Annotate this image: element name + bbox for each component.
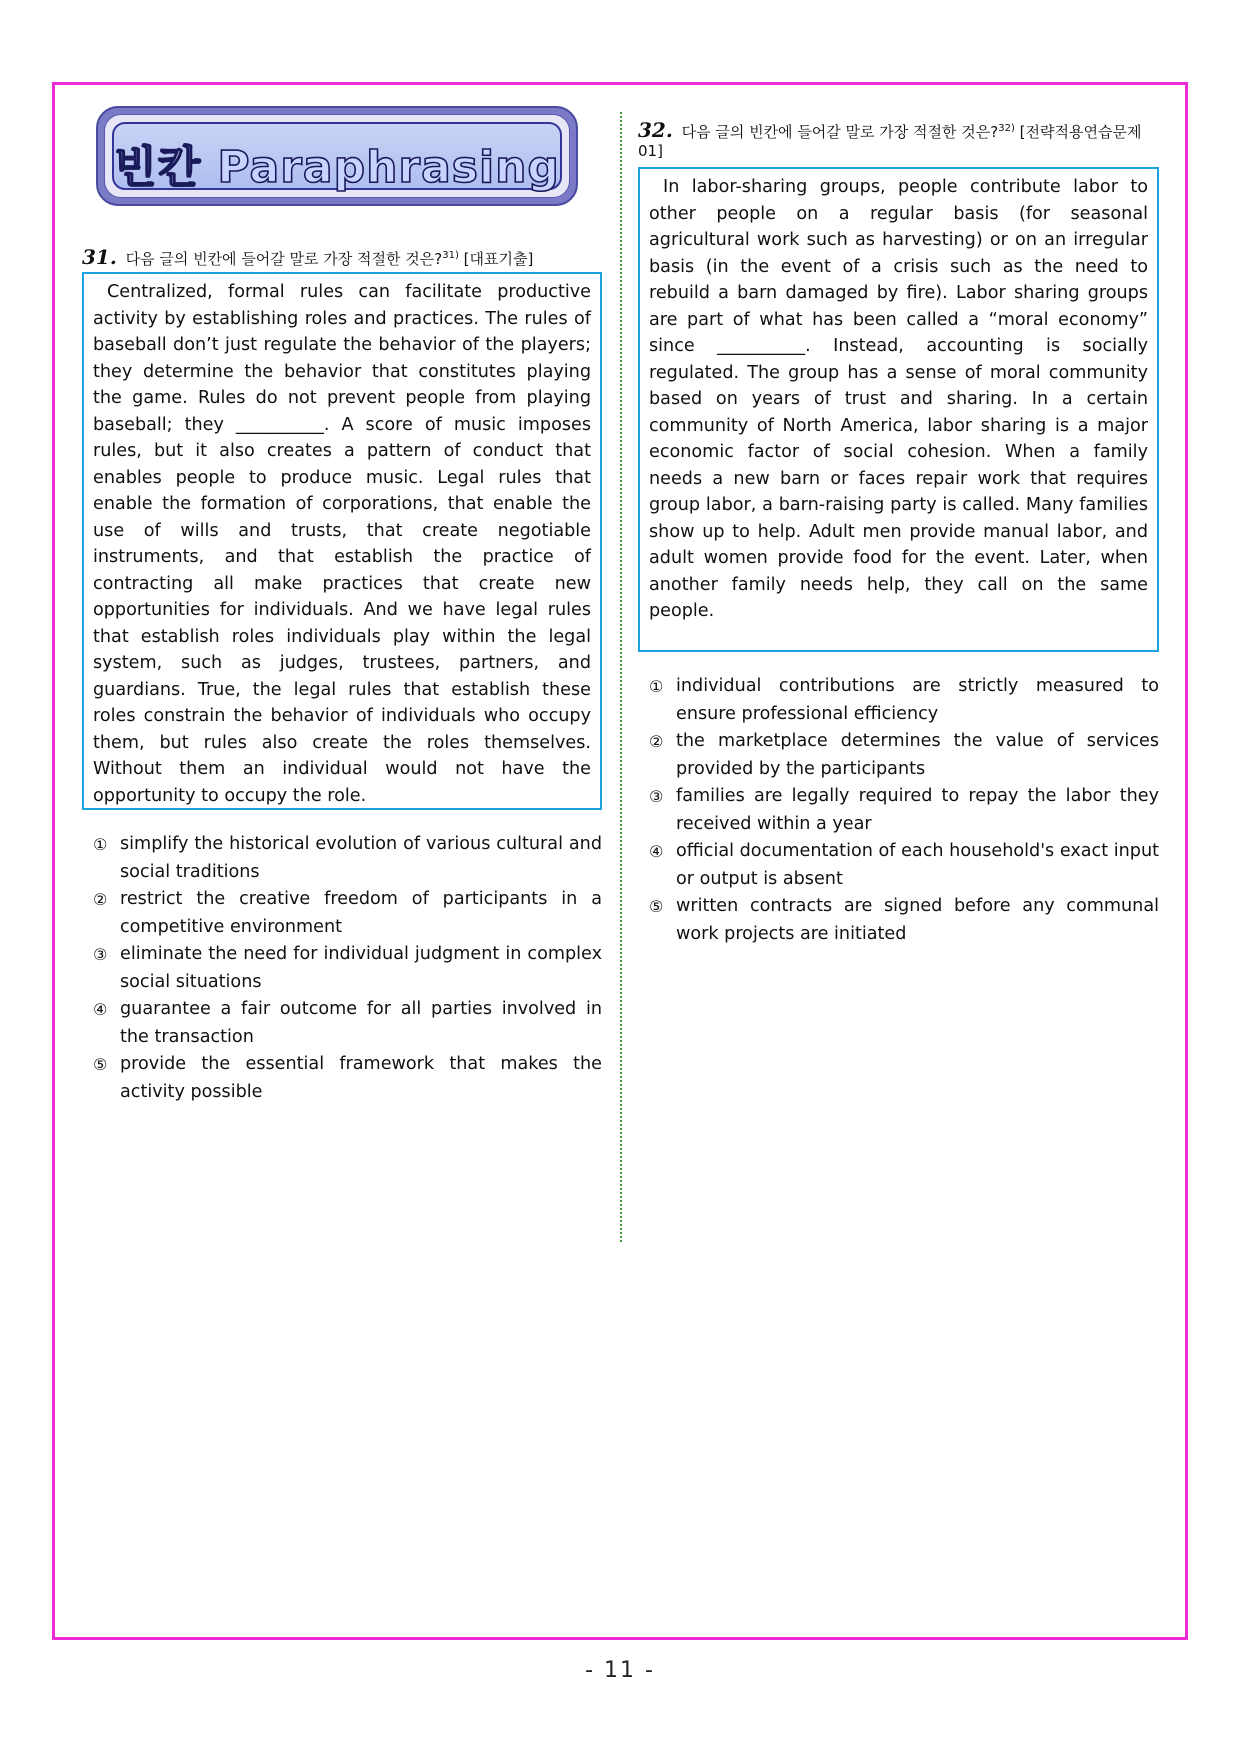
question-31-options <box>93 831 602 1106</box>
question-31-option-3[interactable] <box>93 941 602 996</box>
option-marker: ① <box>649 677 664 696</box>
option-text: written contracts are signed before any communal work projects are initiated <box>676 896 1159 944</box>
question-31-option-1[interactable] <box>93 831 602 886</box>
option-text: guarantee a fair outcome for all parties involved in the transaction <box>120 999 602 1047</box>
question-31-passage-box <box>82 272 602 810</box>
section-banner <box>96 106 578 206</box>
option-text: families are legally required to repay the labor they received within a year <box>676 786 1159 834</box>
banner-title: 빈칸 Paraphrasing <box>114 142 560 193</box>
page-number: - 11 - <box>585 1658 655 1683</box>
question-31-number: 31. <box>82 245 117 269</box>
question-31-option-5[interactable] <box>93 1051 602 1106</box>
question-32-options <box>649 673 1159 948</box>
option-text: restrict the creative freedom of participants in a competitive environment <box>120 889 602 937</box>
question-32-option-2[interactable] <box>649 728 1159 783</box>
option-text: official documentation of each household's exact input or output is absent <box>676 841 1159 889</box>
question-31-footnote: 31) <box>442 250 459 261</box>
column-divider <box>620 112 622 1242</box>
question-32-option-1[interactable] <box>649 673 1159 728</box>
option-text: individual contributions are strictly measured to ensure professional efficiency <box>676 676 1159 724</box>
question-32-option-5[interactable] <box>649 893 1159 948</box>
banner-border <box>104 114 570 198</box>
question-31-header <box>82 246 602 269</box>
option-text: the marketplace determines the value of services provided by the participants <box>676 731 1159 779</box>
option-text: eliminate the need for individual judgment in complex social situations <box>120 944 602 992</box>
option-marker: ⑤ <box>93 1055 108 1074</box>
option-marker: ④ <box>93 1000 108 1019</box>
option-marker: ② <box>649 732 664 751</box>
question-32-option-4[interactable] <box>649 838 1159 893</box>
question-32-header <box>638 119 1158 161</box>
question-32-footnote: 32) <box>998 123 1015 134</box>
option-text: provide the essential framework that makes the activity possible <box>120 1054 602 1102</box>
question-32-number: 32. <box>638 118 673 142</box>
question-31-passage: Centralized, formal rules can facilitate productive activity by establishing roles and practices. The rules of baseball don’t just regulate the behavior of the players; they determine the behavior that constitutes playing the game. Rules do not prevent people from playing baseball; they __________. A score of music imposes rules, but it also creates a pattern of conduct that enables people to produce music. Legal rules that enable the formation of corporations, that enable the use of wills and trusts, that create negotiable instruments, and that establish the practice of contracting all make practices that create new opportunities for individuals. And we have legal rules that establish roles individuals play within the legal system, such as judges, trustees, partners, and guardians. True, the legal rules that establish these roles constrain the behavior of individuals who occupy them, but rules also create the roles themselves. Without them an individual would not have the opportunity to occupy the role. <box>93 282 591 806</box>
banner-inner <box>112 122 562 193</box>
option-marker: ① <box>93 835 108 854</box>
option-marker: ② <box>93 890 108 909</box>
question-31-option-4[interactable] <box>93 996 602 1051</box>
option-text: simplify the historical evolution of various cultural and social traditions <box>120 834 602 882</box>
question-32-tag: [전략적용연습문제01] <box>638 123 1142 160</box>
question-32-option-3[interactable] <box>649 783 1159 838</box>
option-marker: ③ <box>93 945 108 964</box>
option-marker: ④ <box>649 842 664 861</box>
option-marker: ③ <box>649 787 664 806</box>
question-32-passage-box <box>638 167 1159 652</box>
question-32-instruction: 다음 글의 빈칸에 들어갈 말로 가장 적절한 것은? <box>681 123 999 141</box>
question-31-option-2[interactable] <box>93 886 602 941</box>
question-31-tag: [대표기출] <box>463 250 534 268</box>
question-32-passage: In labor-sharing groups, people contribute labor to other people on a regular basis (for seasonal agricultural work such as harvesting) or on an irregular basis (in the event of a crisis such as the need to rebuild a barn damaged by fire). Labor sharing groups are part of what has been called a “moral economy” since __________. Instead, accounting is socially regulated. The group has a sense of moral community based on years of trust and sharing. In a certain community of North America, labor sharing is a major economic factor of social cohesion. When a family needs a new barn or faces repair work that requires group labor, a barn-raising party is called. Many families show up to help. Adult men provide manual labor, and adult women provide food for the event. Later, when another family needs help, they call on the same people. <box>649 177 1148 621</box>
question-31-instruction: 다음 글의 빈칸에 들어갈 말로 가장 적절한 것은? <box>125 250 443 268</box>
option-marker: ⑤ <box>649 897 664 916</box>
